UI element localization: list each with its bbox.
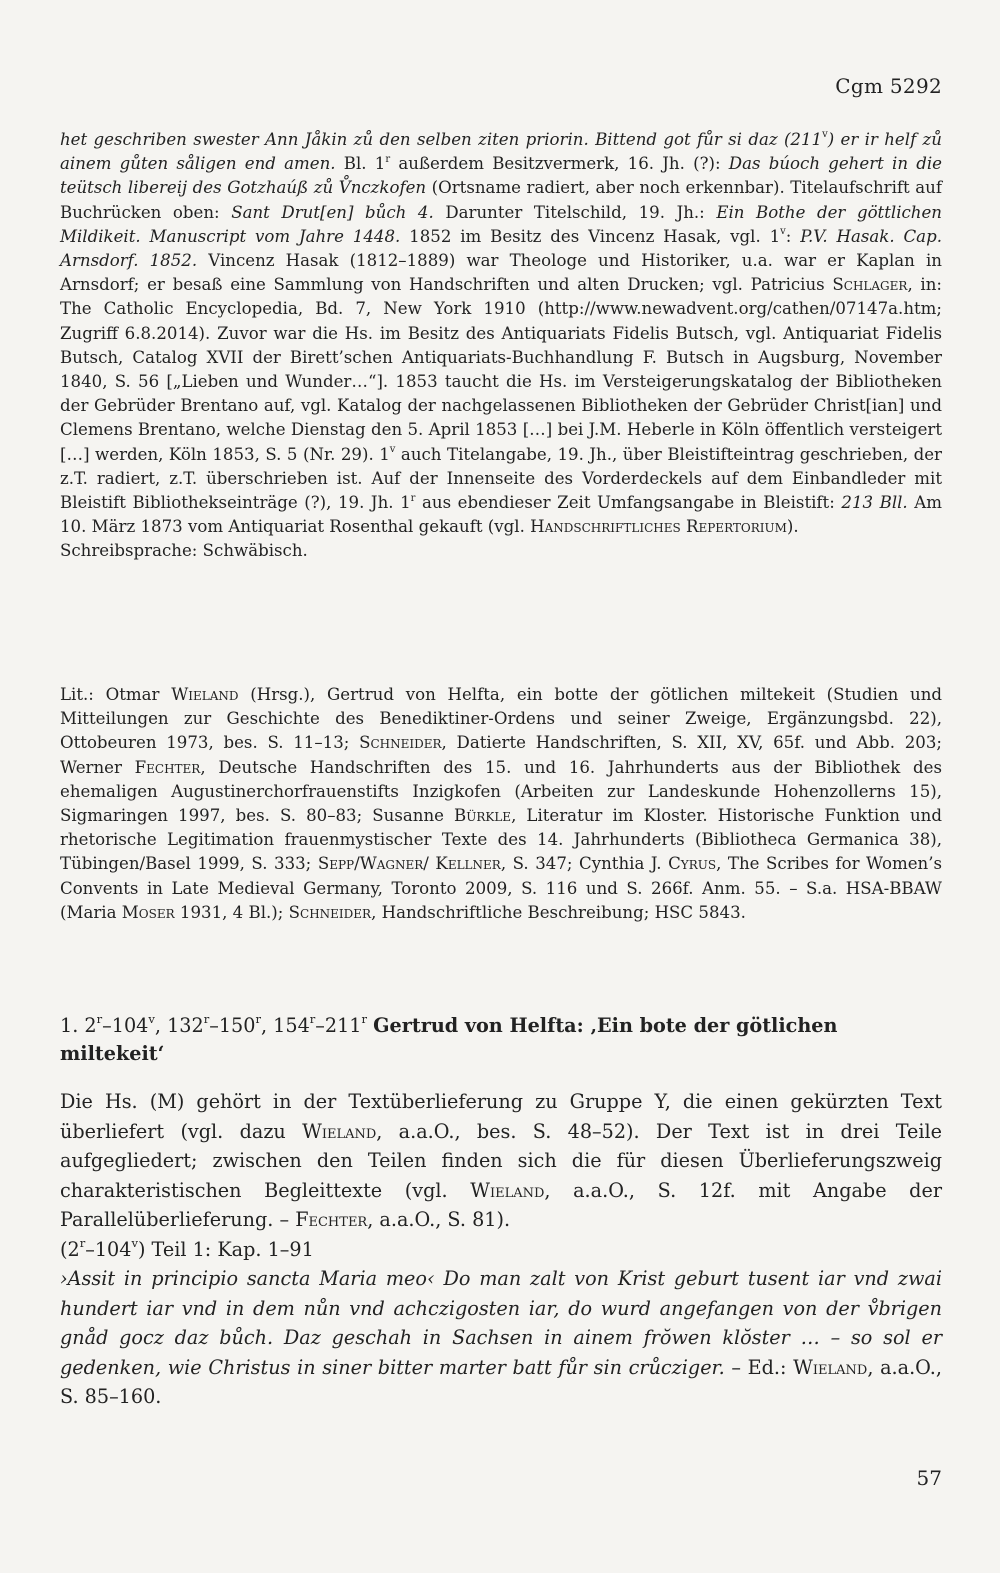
schreibsprache: Schreibsprache: Schwäbisch.	[60, 541, 308, 561]
provenance-note	[60, 128, 942, 564]
incipit-paragraph: ›Assit in principio sancta Maria meo‹ Do man zalt von Krist geburt tusent iar vnd zwai hundert iar vnd in dem nůn vnd achczigosten iar, do wurd angefangen von der v̊brigen gnåd gocz daz bůch. Daz geschah in Sachsen in ainem frŏwen klŏster … – so sol er gedenken, wie Christus in siner bitter marter batt fůr sin crůcziger. – Ed.: Wieland, a.a.O., S. 85–160.	[60, 1267, 942, 1408]
page-number: 57	[916, 1466, 942, 1490]
provenance-paragraph: het geschriben swester Ann Jåkin zů den selben ziten priorin. Bittend got fůr si daz (211$^v$) er ir helf zů ainem gůten såligen end amen. Bl. 1$^r$ außerdem Besitzvermerk, 16. Jh. (?): Das búoch gehert in die teütsch libereij des Gotzhaúß zů V̊nczkofen (Ortsname radiert, aber noch erkennbar). Titelaufschrift auf Buchrücken oben: Sant Drut[en] bůch 4. Darunter Titelschild, 19. Jh.: Ein Bothe der göttlichen Mildikeit. Manuscript vom Jahre 1448. 1852 im Besitz des Vincenz Hasak, vgl. 1$^v$: P.V. Hasak. Cap. Arnsdorf. 1852. Vincenz Hasak (1812–1889) war Theologe und Historiker, u.a. war er Kaplan in Arnsdorf; er besaß eine Sammlung von Handschriften und alten Drucken; vgl. Patricius Schlager, in: The Catholic Encyclopedia, Bd. 7, New York 1910 (http://www.newadvent.org/cathen/07147a.htm; Zugriff 6.8.2014). Zuvor war die Hs. im Besitz des Antiquariats Fidelis Butsch, vgl. Antiquariat Fidelis Butsch, Catalog XVII der Birett’schen Antiquariats-Buchhandlung F. Butsch in Augsburg, November 1840, S. 56 [„Lieben und Wunder…“]. 1853 taucht die Hs. im Versteigerungskatalog der Bibliotheken der Gebrüder Brentano auf, vgl. Katalog der nachgelassenen Bibliotheken der Gebrüder Christ[ian] und Clemens Brentano, welche Dienstag den 5. April 1853 […] bei J.M. Heberle in Köln öffentlich versteigert […] werden, Köln 1853, S. 5 (Nr. 29). 1$^v$ auch Titelangabe, 19. Jh., über Bleistifteintrag geschrieben, der z.T. radiert, z.T. überschrieben ist. Auf der Innenseite des Vorderdeckels auf dem Einbandleder mit Bleistift Bibliothekseinträge (?), 19. Jh. 1$^r$ aus ebendieser Zeit Umfangsangabe in Bleistift: 213 Bll. Am 10. März 1873 vom Antiquariat Rosenthal gekauft (vgl. Handschriftliches Repertorium).	[60, 129, 943, 537]
literature-note	[60, 683, 942, 925]
literature-paragraph: Lit.: Otmar Wieland (Hrsg.), Gertrud von Helfta, ein botte der götlichen miltekeit (Studien und Mitteilungen zur Geschichte des Benediktiner-Ordens und seiner Zweige, Ergänzungsbd. 22), Ottobeuren 1973, bes. S. 11–13; Schneider, Datierte Handschriften, S. XII, XV, 65f. und Abb. 203; Werner Fechter, Deutsche Handschriften des 15. und 16. Jahrhunderts aus der Bibliothek des ehemaligen Augustinerchorfrauenstifts Inzigkofen (Arbeiten zur Landeskunde Hohenzollerns 15), Sigmaringen 1997, bes. S. 80–83; Susanne Bürkle, Literatur im Kloster. Historische Funktion und rhetorische Legitimation frauenmystischer Texte des 14. Jahrhunderts (Bibliotheca Germanica 38), Tübingen/Basel 1999, S. 333; Sepp/Wagner/ Kellner, S. 347; Cynthia J. Cyrus, The Scribes for Women’s Convents in Late Medieval Germany, Toronto 2009, S. 116 und S. 266f. Anm. 55. – S.a. HSA-BBAW (Maria Moser 1931, 4 Bl.); Schneider, Handschriftliche Beschreibung; HSC 5843.	[60, 685, 943, 922]
body-paragraph: Die Hs. (M) gehört in der Textüberlieferung zu Gruppe Y, die einen gekürzten Text überliefert (vgl. dazu Wieland, a.a.O., bes. S. 48–52). Der Text ist in drei Teile aufgegliedert; zwischen den Teilen finden sich die für diesen Überlieferungszweig charakteristischen Begleittexte (vgl. Wieland, a.a.O., S. 12f. mit Angabe der Parallelüberlieferung. – Fechter, a.a.O., S. 81).	[60, 1090, 942, 1231]
part-one-heading: (2$^r$–104$^v$) Teil 1: Kap. 1–91	[60, 1235, 314, 1261]
section-heading: 1. 2$^r$–104$^v$, 132$^r$–150$^r$, 154$^r$–211$^r$ Gertrud von Helfta: ‚Ein bote der götlichen miltekeit‘	[60, 1012, 838, 1065]
running-head: Cgm 5292	[835, 74, 942, 98]
main-body	[60, 1087, 942, 1412]
